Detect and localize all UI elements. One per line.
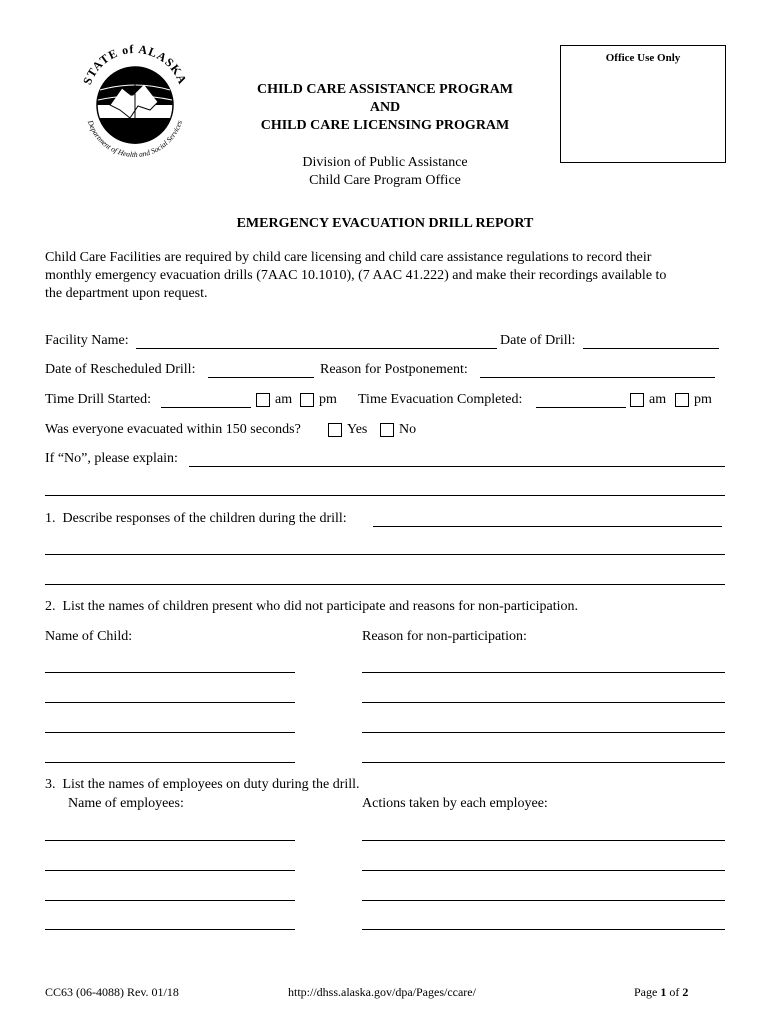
time-completed-am-checkbox[interactable] [630,393,644,407]
report-title: EMERGENCY EVACUATION DRILL REPORT [236,216,534,231]
q2-col-name-of-child: Name of Child: [45,629,133,644]
date-of-drill-label: Date of Drill: [500,333,576,348]
intro-line-3: the department upon request. [45,286,208,301]
q3-employee-input-3[interactable] [45,900,295,901]
if-no-explain-input-2[interactable] [45,495,725,496]
postponement-reason-input[interactable] [480,377,715,378]
footer-page-current: 1 [660,985,667,999]
intro-line-1: Child Care Facilities are required by child care licensing and child care assistance regulations to record their [45,250,652,265]
q2-child-name-input-1[interactable] [45,672,295,673]
q2-reason-input-2[interactable] [362,702,725,703]
office-use-box [560,45,726,163]
footer-page-prefix: Page [634,985,661,999]
q3-action-input-1[interactable] [362,840,725,841]
time-started-pm-label: pm [319,392,337,407]
q3-label: 3. List the names of employees on duty during the drill. [45,777,360,792]
q3-employee-input-4[interactable] [45,929,295,930]
footer-url: http://dhss.alaska.gov/dpa/Pages/ccare/ [288,985,476,999]
seal-graphic [70,40,200,170]
time-started-pm-checkbox[interactable] [300,393,314,407]
time-completed-pm-checkbox[interactable] [675,393,689,407]
q3-action-input-3[interactable] [362,900,725,901]
facility-name-input[interactable] [136,348,497,349]
q1-input[interactable] [373,526,722,527]
evacuated-no-label: No [399,422,417,437]
time-completed-am-label: am [649,392,667,407]
seal-top-text: STATE of ALASKA [79,41,191,87]
program-title-2: CHILD CARE LICENSING PROGRAM [260,118,510,133]
seal-bottom-text: Department of Health and Social Services [85,119,185,160]
q2-child-name-input-4[interactable] [45,762,295,763]
rescheduled-date-input[interactable] [208,377,314,378]
q3-employee-input-2[interactable] [45,870,295,871]
q2-label: 2. List the names of children present who did not participate and reasons for non-participation. [45,599,579,614]
time-started-am-checkbox[interactable] [256,393,270,407]
intro-line-2: monthly emergency evacuation drills (7AAC 10.1010), (7 AAC 41.222) and make their recordings available to [45,268,667,283]
rescheduled-date-label: Date of Rescheduled Drill: [45,362,196,377]
footer-page-total: 2 [682,985,689,999]
if-no-explain-label: If “No”, please explain: [45,451,178,466]
time-started-label: Time Drill Started: [45,392,152,407]
q3-col-actions: Actions taken by each employee: [362,796,548,811]
q3-employee-input-1[interactable] [45,840,295,841]
q2-child-name-input-2[interactable] [45,702,295,703]
evacuated-no-checkbox[interactable] [380,423,394,437]
q2-col-reason: Reason for non-participation: [362,629,527,644]
footer-form-id: CC63 (06-4088) Rev. 01/18 [45,985,179,999]
evacuated-yes-label: Yes [347,422,368,437]
q3-col-employees: Name of employees: [68,796,184,811]
time-completed-label: Time Evacuation Completed: [358,392,523,407]
facility-name-label: Facility Name: [45,333,129,348]
postponement-reason-label: Reason for Postponement: [320,362,468,377]
date-of-drill-input[interactable] [583,348,719,349]
q2-child-name-input-3[interactable] [45,732,295,733]
time-completed-pm-label: pm [694,392,712,407]
q2-reason-input-3[interactable] [362,732,725,733]
program-title-and: AND [369,100,401,115]
office-use-label: Office Use Only [605,52,681,64]
q1-input-2[interactable] [45,554,725,555]
program-title-1: CHILD CARE ASSISTANCE PROGRAM [256,82,514,97]
q2-reason-input-1[interactable] [362,672,725,673]
q1-input-3[interactable] [45,584,725,585]
evacuated-yes-checkbox[interactable] [328,423,342,437]
q1-label: 1. Describe responses of the children during the drill: [45,511,347,526]
state-seal [70,40,200,170]
q3-action-input-4[interactable] [362,929,725,930]
evacuated-question: Was everyone evacuated within 150 seconds? [45,422,301,437]
if-no-explain-input[interactable] [189,466,725,467]
office-name: Child Care Program Office [309,173,461,188]
q3-action-input-2[interactable] [362,870,725,871]
q2-reason-input-4[interactable] [362,762,725,763]
time-started-am-label: am [275,392,293,407]
footer-page-of: of [666,985,683,999]
footer-page-number [634,985,688,1000]
time-completed-input[interactable] [536,407,626,408]
time-started-input[interactable] [161,407,251,408]
division-name: Division of Public Assistance [302,155,468,170]
